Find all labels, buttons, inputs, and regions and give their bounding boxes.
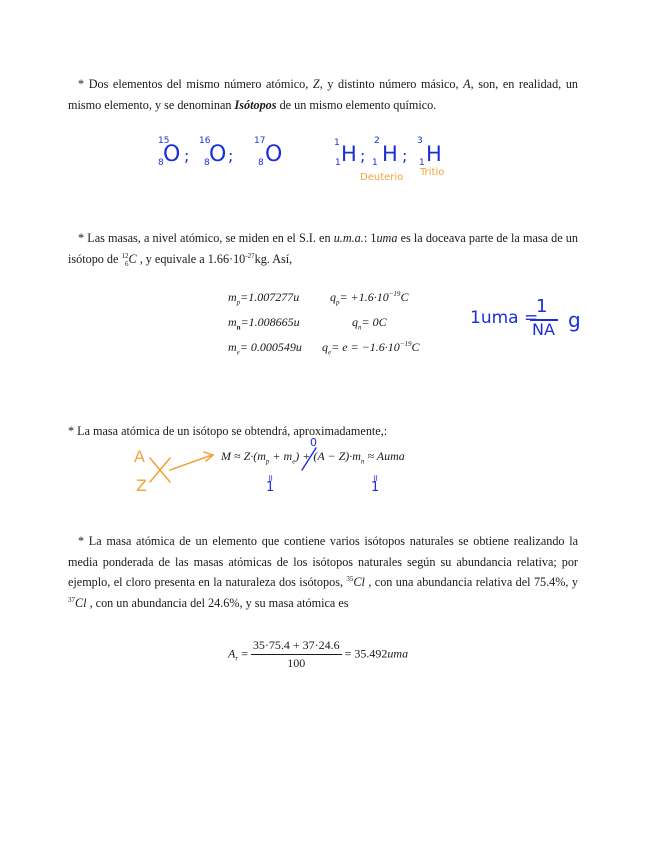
arrow	[170, 452, 213, 470]
paragraph-element-mass	[68, 531, 578, 613]
exponent: −19	[399, 340, 412, 348]
exponent: -27	[245, 251, 255, 260]
label-tritio: Tritio	[420, 167, 445, 178]
term-isotopos: Isótopos	[234, 97, 277, 112]
equation-chlorine-mass	[228, 638, 408, 671]
eq-part: + m	[269, 449, 293, 463]
handwritten-zero: 0	[310, 436, 317, 449]
result: = 35.492	[341, 646, 388, 661]
uma-fraction-numerator: 1	[536, 296, 548, 317]
handwritten-one: 1	[371, 480, 380, 495]
atomic-number: 6	[125, 259, 129, 268]
mass-value: =1.007277u	[240, 290, 300, 304]
mass-number: 16	[199, 136, 211, 146]
fraction-numerator: 35·75.4 + 37·24.6	[251, 638, 342, 655]
subscript: p	[265, 457, 270, 466]
atomic-number: 1	[335, 158, 341, 168]
charge-value: = +1.6·10	[339, 290, 389, 304]
handwritten-equals-mark: =	[264, 474, 275, 482]
charge-symbol: q	[352, 315, 358, 329]
subscript: p	[236, 298, 241, 307]
separator: ;	[184, 146, 190, 165]
unit-uma: uma	[376, 231, 398, 245]
eq-part: ≈ Z·(m	[231, 449, 266, 463]
charge-symbol: q	[330, 290, 336, 304]
mass-number: 37	[68, 595, 75, 604]
unit: uma	[387, 646, 409, 661]
atomic-number: 1	[372, 158, 378, 168]
mass-value: = 0.000549u	[239, 340, 302, 354]
mass-number: 15	[158, 136, 170, 146]
symbol-m: M	[221, 449, 231, 463]
label-deuterio: Deuterio	[360, 172, 404, 183]
eq-part: ≈ Auma	[364, 449, 405, 463]
element-symbol: H	[341, 142, 357, 166]
text: de un mismo elemento químico.	[276, 97, 437, 112]
subscript: r	[235, 654, 239, 663]
fraction-denominator: 100	[287, 656, 306, 670]
subscript: p	[336, 298, 340, 307]
strike-through	[302, 448, 316, 470]
mass-symbol: m	[228, 315, 237, 329]
mass-number: 12	[121, 251, 129, 260]
mass-value: =1.008665u	[240, 315, 300, 329]
subscript: e	[292, 457, 296, 466]
symbol-a: A	[228, 646, 236, 661]
handwritten-one: 1	[266, 480, 275, 495]
element-symbol: O	[265, 142, 283, 167]
text: : 1	[363, 231, 377, 245]
subscript: e	[236, 348, 240, 357]
equals: =	[238, 646, 251, 661]
cross-mark	[150, 458, 170, 482]
mass-number: 35	[346, 575, 354, 584]
charge-value: = e = −1.6·10	[331, 340, 400, 354]
separator: ;	[402, 146, 408, 165]
text: Las masas, a nivel atómico, se miden en el S.I. en	[87, 231, 334, 245]
text: Dos elementos del mismo número atómico,	[88, 77, 313, 91]
mass-number: 3	[417, 136, 423, 146]
atomic-number: 8	[204, 158, 210, 168]
text: La masa atómica de un elemento que contiene varios isótopos naturales se obtiene realizando la media ponderada de las masas atómicas de los isótopos naturales según su abundancia relativa; por ejemplo, el cloro presenta en la naturaleza dos isótopos,	[68, 534, 579, 590]
element-symbol: O	[209, 142, 227, 167]
bullet: *	[78, 534, 89, 548]
handwritten-a: A	[134, 447, 145, 466]
charge-symbol: q	[322, 340, 328, 354]
atomic-number: 8	[258, 158, 264, 168]
atomic-number: 8	[158, 158, 164, 168]
element-symbol: H	[426, 142, 442, 166]
mass-number: 1	[334, 138, 340, 148]
fraction	[251, 638, 342, 671]
bullet: *	[78, 77, 89, 91]
text: La masa atómica de un isótopo se obtendrá, aproximadamente,:	[77, 424, 388, 438]
subscript: n	[358, 323, 362, 332]
element-symbol: H	[382, 142, 398, 166]
atomic-number: 1	[419, 158, 425, 168]
handwritten-z: Z	[136, 476, 147, 495]
element-symbol: Cl	[353, 575, 365, 590]
subscript: n	[360, 457, 365, 466]
uma-lhs: 1uma =	[470, 308, 539, 328]
mass-symbol: m	[228, 340, 237, 354]
symbol-a: A	[463, 77, 471, 91]
subscript: n	[236, 323, 241, 332]
unit: C	[400, 290, 409, 304]
separator: ;	[228, 146, 234, 165]
eq-part: ) + (A − Z)·m	[295, 449, 361, 463]
unit: C	[411, 340, 420, 354]
bullet: *	[68, 424, 78, 438]
handwritten-equals-mark: =	[369, 474, 380, 482]
exponent: −19	[388, 290, 401, 298]
text: , son, en realidad, un mismo elemento, y se denominan	[68, 77, 579, 112]
charge-value: = 0C	[361, 315, 387, 329]
separator: ;	[360, 146, 366, 165]
mass-number: 2	[374, 136, 380, 146]
text: , con una abundancia relativa del 75.4%, y	[364, 575, 578, 590]
unit-uma: u.m.a.	[333, 231, 364, 245]
element-symbol: C	[128, 251, 137, 266]
text: , con un abundancia del 24.6%, y su masa atómica es	[86, 595, 349, 610]
symbol-z: Z	[312, 77, 320, 91]
mass-symbol: m	[228, 290, 237, 304]
text: , y equivale a 1.66·10	[136, 251, 246, 266]
bullet: *	[78, 231, 88, 245]
element-symbol: Cl	[75, 595, 87, 610]
mass-number: 17	[254, 136, 266, 146]
uma-fraction-denominator: NA	[532, 320, 555, 339]
uma-unit-grams: g	[568, 308, 581, 332]
text: es la doceava parte de la masa de un isótopo de	[68, 231, 578, 266]
text: , y distinto número másico,	[319, 77, 464, 91]
text: kg. Así,	[254, 251, 293, 266]
subscript: e	[328, 348, 332, 357]
element-symbol: O	[163, 142, 181, 167]
